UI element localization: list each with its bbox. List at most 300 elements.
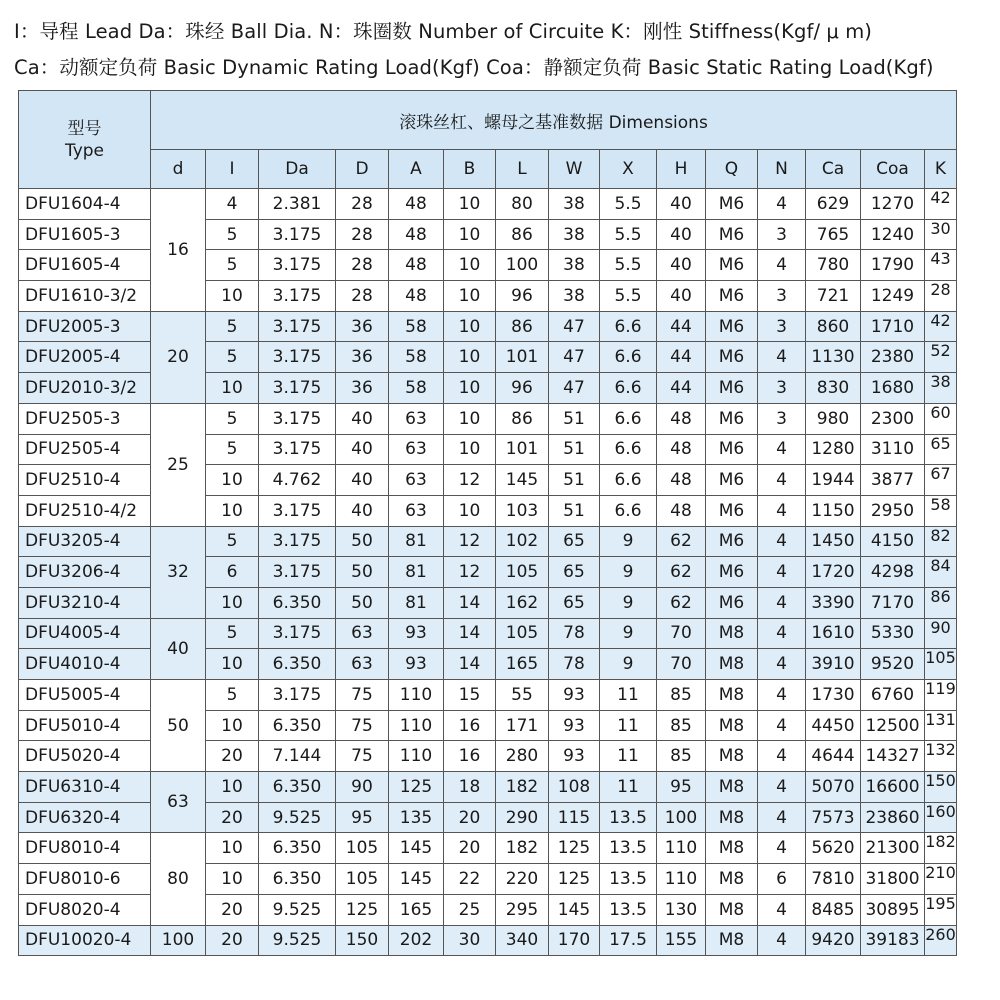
- table-row: [19, 618, 957, 649]
- value-cell: 6: [758, 864, 806, 895]
- value-cell: 3: [758, 281, 806, 312]
- value-cell: 3: [758, 373, 806, 404]
- value-cell: 4: [758, 526, 806, 557]
- value-cell: 4: [758, 557, 806, 588]
- value-cell: M6: [706, 587, 758, 618]
- value-cell: 1790: [861, 250, 925, 281]
- value-cell: 10: [444, 342, 496, 373]
- type-header-cn: 型号: [67, 118, 102, 139]
- model-cell: DFU2510-4: [19, 465, 151, 496]
- value-cell: 48: [657, 434, 706, 465]
- value-cell: 145: [389, 864, 444, 895]
- model-cell: DFU6310-4: [19, 772, 151, 803]
- column-header: K: [925, 150, 957, 189]
- table-row: [19, 526, 957, 557]
- value-cell: 62: [657, 587, 706, 618]
- value-cell: 13.5: [600, 833, 657, 864]
- value-cell: 84: [925, 557, 957, 588]
- value-cell: 4: [758, 680, 806, 711]
- value-cell: 110: [389, 710, 444, 741]
- value-cell: 48: [657, 403, 706, 434]
- value-cell: 12500: [861, 710, 925, 741]
- value-cell: M8: [706, 618, 758, 649]
- value-cell: 65: [549, 557, 600, 588]
- value-cell: 10: [206, 373, 259, 404]
- model-cell: DFU3210-4: [19, 587, 151, 618]
- value-cell: 48: [389, 281, 444, 312]
- value-cell: 36: [336, 311, 389, 342]
- value-cell: 1270: [861, 189, 925, 220]
- value-cell: 38: [549, 250, 600, 281]
- value-cell: 14327: [861, 741, 925, 772]
- value-cell: 2.381: [259, 189, 336, 220]
- value-cell: 40: [657, 281, 706, 312]
- table-row: [19, 925, 957, 956]
- value-cell: 63: [336, 649, 389, 680]
- value-cell: 3: [758, 311, 806, 342]
- value-cell: M8: [706, 894, 758, 925]
- value-cell: 60: [925, 403, 957, 434]
- value-cell: 10: [444, 189, 496, 220]
- value-cell: 103: [496, 495, 549, 526]
- value-cell: 7573: [806, 802, 861, 833]
- value-cell: 3: [758, 219, 806, 250]
- value-cell: 6.6: [600, 373, 657, 404]
- value-cell: 165: [496, 649, 549, 680]
- value-cell: 5: [206, 618, 259, 649]
- value-cell: M6: [706, 189, 758, 220]
- value-cell: 6.6: [600, 434, 657, 465]
- value-cell: 10: [206, 772, 259, 803]
- value-cell: 780: [806, 250, 861, 281]
- value-cell: 4: [758, 772, 806, 803]
- value-cell: 132: [925, 741, 957, 772]
- value-cell: 4: [758, 618, 806, 649]
- value-cell: 70: [657, 649, 706, 680]
- model-cell: DFU1604-4: [19, 189, 151, 220]
- value-cell: 51: [549, 465, 600, 496]
- value-cell: 9420: [806, 925, 861, 956]
- value-cell: 3.175: [259, 495, 336, 526]
- value-cell: 20: [444, 802, 496, 833]
- value-cell: 9: [600, 618, 657, 649]
- value-cell: 48: [389, 250, 444, 281]
- value-cell: 860: [806, 311, 861, 342]
- value-cell: 14: [444, 649, 496, 680]
- value-cell: 1710: [861, 311, 925, 342]
- value-cell: 210: [925, 864, 957, 895]
- value-cell: 3.175: [259, 680, 336, 711]
- value-cell: 23860: [861, 802, 925, 833]
- value-cell: 9.525: [259, 925, 336, 956]
- value-cell: 145: [496, 465, 549, 496]
- model-cell: DFU1605-3: [19, 219, 151, 250]
- model-cell: DFU5010-4: [19, 710, 151, 741]
- value-cell: M8: [706, 772, 758, 803]
- value-cell: 2950: [861, 495, 925, 526]
- value-cell: M6: [706, 403, 758, 434]
- value-cell: 165: [389, 894, 444, 925]
- value-cell: 63: [389, 495, 444, 526]
- model-cell: DFU3205-4: [19, 526, 151, 557]
- value-cell: 5: [206, 680, 259, 711]
- value-cell: 30895: [861, 894, 925, 925]
- value-cell: 70: [657, 618, 706, 649]
- value-cell: 12: [444, 557, 496, 588]
- value-cell: 36: [336, 342, 389, 373]
- value-cell: 13.5: [600, 802, 657, 833]
- value-cell: 18: [444, 772, 496, 803]
- value-cell: 3390: [806, 587, 861, 618]
- value-cell: 85: [657, 741, 706, 772]
- value-cell: 4644: [806, 741, 861, 772]
- value-cell: 4: [206, 189, 259, 220]
- value-cell: 108: [549, 772, 600, 803]
- model-cell: DFU1610-3/2: [19, 281, 151, 312]
- value-cell: 3.175: [259, 250, 336, 281]
- column-header: Coa: [861, 150, 925, 189]
- value-cell: 80: [496, 189, 549, 220]
- value-cell: 1720: [806, 557, 861, 588]
- model-cell: DFU10020-4: [19, 925, 151, 956]
- value-cell: 5: [206, 219, 259, 250]
- value-cell: 63: [389, 465, 444, 496]
- value-cell: 131: [925, 710, 957, 741]
- value-cell: 100: [496, 250, 549, 281]
- value-cell: 40: [336, 403, 389, 434]
- value-cell: 48: [657, 465, 706, 496]
- value-cell: 4: [758, 833, 806, 864]
- table-row: [19, 833, 957, 864]
- column-header: d: [151, 150, 206, 189]
- value-cell: 3.175: [259, 373, 336, 404]
- value-cell: 3910: [806, 649, 861, 680]
- value-cell: 3.175: [259, 434, 336, 465]
- dimensions-group-header: 滚珠丝杠、螺母之基准数据 Dimensions: [151, 91, 957, 150]
- shaft-diameter-cell: 63: [151, 772, 206, 833]
- value-cell: 2300: [861, 403, 925, 434]
- value-cell: 4: [758, 587, 806, 618]
- value-cell: 40: [336, 465, 389, 496]
- value-cell: 42: [925, 311, 957, 342]
- value-cell: 8485: [806, 894, 861, 925]
- value-cell: 15: [444, 680, 496, 711]
- value-cell: 28: [336, 189, 389, 220]
- value-cell: 39183: [861, 925, 925, 956]
- value-cell: 51: [549, 403, 600, 434]
- value-cell: 85: [657, 680, 706, 711]
- value-cell: M8: [706, 741, 758, 772]
- value-cell: 6.350: [259, 649, 336, 680]
- value-cell: 150: [925, 772, 957, 803]
- value-cell: 47: [549, 311, 600, 342]
- column-header: Ca: [806, 150, 861, 189]
- value-cell: 105: [336, 864, 389, 895]
- value-cell: 5: [206, 403, 259, 434]
- value-cell: 4: [758, 434, 806, 465]
- value-cell: 36: [336, 373, 389, 404]
- value-cell: M6: [706, 250, 758, 281]
- value-cell: 3.175: [259, 526, 336, 557]
- value-cell: 5.5: [600, 219, 657, 250]
- value-cell: 86: [496, 311, 549, 342]
- value-cell: 202: [389, 925, 444, 956]
- value-cell: 12: [444, 465, 496, 496]
- value-cell: 10: [444, 495, 496, 526]
- value-cell: M8: [706, 925, 758, 956]
- column-header: N: [758, 150, 806, 189]
- value-cell: M8: [706, 710, 758, 741]
- value-cell: 4.762: [259, 465, 336, 496]
- value-cell: 5620: [806, 833, 861, 864]
- value-cell: 5: [206, 250, 259, 281]
- value-cell: 5: [206, 342, 259, 373]
- column-header: A: [389, 150, 444, 189]
- value-cell: 6.6: [600, 311, 657, 342]
- value-cell: 1240: [861, 219, 925, 250]
- value-cell: 4: [758, 649, 806, 680]
- value-cell: M6: [706, 219, 758, 250]
- value-cell: 86: [496, 219, 549, 250]
- value-cell: 171: [496, 710, 549, 741]
- value-cell: 9: [600, 649, 657, 680]
- value-cell: 16: [444, 741, 496, 772]
- model-cell: DFU8010-6: [19, 864, 151, 895]
- value-cell: 11: [600, 680, 657, 711]
- value-cell: 28: [336, 250, 389, 281]
- value-cell: 58: [389, 373, 444, 404]
- value-cell: 145: [389, 833, 444, 864]
- value-cell: M8: [706, 833, 758, 864]
- value-cell: 1730: [806, 680, 861, 711]
- shaft-diameter-cell: 40: [151, 618, 206, 679]
- value-cell: 51: [549, 495, 600, 526]
- value-cell: 3.175: [259, 281, 336, 312]
- value-cell: 96: [496, 373, 549, 404]
- value-cell: 1249: [861, 281, 925, 312]
- value-cell: 3.175: [259, 342, 336, 373]
- value-cell: 145: [549, 894, 600, 925]
- value-cell: 40: [657, 219, 706, 250]
- value-cell: 51: [549, 434, 600, 465]
- value-cell: 105: [925, 649, 957, 680]
- value-cell: 93: [549, 741, 600, 772]
- value-cell: 58: [389, 311, 444, 342]
- model-cell: DFU8010-4: [19, 833, 151, 864]
- value-cell: 5: [206, 311, 259, 342]
- shaft-diameter-cell: 16: [151, 189, 206, 312]
- value-cell: 6.350: [259, 587, 336, 618]
- table-row: [19, 403, 957, 434]
- value-cell: 20: [206, 925, 259, 956]
- value-cell: 3.175: [259, 311, 336, 342]
- value-cell: 125: [549, 833, 600, 864]
- value-cell: 6.6: [600, 495, 657, 526]
- value-cell: 1944: [806, 465, 861, 496]
- value-cell: 105: [496, 557, 549, 588]
- value-cell: 765: [806, 219, 861, 250]
- value-cell: 93: [549, 710, 600, 741]
- value-cell: 6760: [861, 680, 925, 711]
- value-cell: 4: [758, 894, 806, 925]
- value-cell: 4: [758, 342, 806, 373]
- value-cell: 125: [389, 772, 444, 803]
- model-cell: DFU3206-4: [19, 557, 151, 588]
- value-cell: 7.144: [259, 741, 336, 772]
- value-cell: 101: [496, 434, 549, 465]
- value-cell: 980: [806, 403, 861, 434]
- value-cell: 4150: [861, 526, 925, 557]
- value-cell: 75: [336, 741, 389, 772]
- value-cell: M6: [706, 311, 758, 342]
- value-cell: M6: [706, 434, 758, 465]
- column-header: D: [336, 150, 389, 189]
- value-cell: 5: [206, 526, 259, 557]
- value-cell: 6.350: [259, 772, 336, 803]
- type-header-en: Type: [64, 140, 105, 161]
- shaft-diameter-cell: 32: [151, 526, 206, 618]
- shaft-diameter-cell: 100: [151, 925, 206, 956]
- value-cell: 4: [758, 710, 806, 741]
- column-header: L: [496, 150, 549, 189]
- value-cell: 182: [496, 772, 549, 803]
- legend-line-2: Ca：动额定负荷 Basic Dynamic Rating Load(Kgf) Coa：静额定负荷 Basic Static Rating Load(Kgf): [14, 56, 934, 79]
- value-cell: 67: [925, 465, 957, 496]
- value-cell: 5.5: [600, 281, 657, 312]
- model-cell: DFU2505-4: [19, 434, 151, 465]
- value-cell: 20: [206, 802, 259, 833]
- value-cell: 5070: [806, 772, 861, 803]
- value-cell: 290: [496, 802, 549, 833]
- model-cell: DFU2505-3: [19, 403, 151, 434]
- value-cell: 1150: [806, 495, 861, 526]
- model-cell: DFU5005-4: [19, 680, 151, 711]
- value-cell: 63: [389, 434, 444, 465]
- value-cell: 38: [549, 219, 600, 250]
- value-cell: 95: [336, 802, 389, 833]
- value-cell: 4450: [806, 710, 861, 741]
- value-cell: 25: [444, 894, 496, 925]
- column-header: B: [444, 150, 496, 189]
- value-cell: 280: [496, 741, 549, 772]
- value-cell: 30: [444, 925, 496, 956]
- value-cell: 28: [336, 281, 389, 312]
- value-cell: 20: [206, 894, 259, 925]
- value-cell: 85: [657, 710, 706, 741]
- value-cell: 170: [549, 925, 600, 956]
- value-cell: 4: [758, 925, 806, 956]
- value-cell: 63: [336, 618, 389, 649]
- value-cell: 3.175: [259, 219, 336, 250]
- value-cell: 63: [389, 403, 444, 434]
- value-cell: 48: [657, 495, 706, 526]
- value-cell: 81: [389, 526, 444, 557]
- column-header: I: [206, 150, 259, 189]
- value-cell: 44: [657, 311, 706, 342]
- value-cell: 102: [496, 526, 549, 557]
- value-cell: 3110: [861, 434, 925, 465]
- value-cell: 6.350: [259, 710, 336, 741]
- value-cell: 4: [758, 802, 806, 833]
- value-cell: M6: [706, 373, 758, 404]
- value-cell: 11: [600, 710, 657, 741]
- value-cell: 100: [657, 802, 706, 833]
- table-row: [19, 772, 957, 803]
- value-cell: M6: [706, 465, 758, 496]
- value-cell: 86: [496, 403, 549, 434]
- model-cell: DFU4010-4: [19, 649, 151, 680]
- value-cell: 20: [444, 833, 496, 864]
- value-cell: 58: [389, 342, 444, 373]
- value-cell: 1130: [806, 342, 861, 373]
- value-cell: 12: [444, 526, 496, 557]
- column-header: Q: [706, 150, 758, 189]
- value-cell: 75: [336, 710, 389, 741]
- shaft-diameter-cell: 25: [151, 403, 206, 526]
- value-cell: 4298: [861, 557, 925, 588]
- value-cell: 90: [925, 618, 957, 649]
- value-cell: 10: [206, 281, 259, 312]
- value-cell: 48: [389, 189, 444, 220]
- value-cell: 105: [496, 618, 549, 649]
- model-cell: DFU2005-4: [19, 342, 151, 373]
- value-cell: 195: [925, 894, 957, 925]
- value-cell: 10: [206, 649, 259, 680]
- value-cell: 4: [758, 250, 806, 281]
- legend-line-1: I：导程 Lead Da：珠经 Ball Dia. N：珠圈数 Number of Circuite K：刚性 Stiffness(Kgf/ μ m): [14, 20, 873, 43]
- value-cell: 1610: [806, 618, 861, 649]
- value-cell: 44: [657, 373, 706, 404]
- value-cell: 130: [657, 894, 706, 925]
- value-cell: 10: [444, 373, 496, 404]
- value-cell: 9: [600, 557, 657, 588]
- value-cell: M6: [706, 495, 758, 526]
- value-cell: 43: [925, 250, 957, 281]
- value-cell: 105: [336, 833, 389, 864]
- value-cell: 47: [549, 373, 600, 404]
- value-cell: 10: [444, 219, 496, 250]
- value-cell: 40: [657, 189, 706, 220]
- value-cell: 7810: [806, 864, 861, 895]
- value-cell: 4: [758, 465, 806, 496]
- value-cell: 6.6: [600, 465, 657, 496]
- value-cell: 125: [549, 864, 600, 895]
- value-cell: 65: [549, 587, 600, 618]
- value-cell: M8: [706, 649, 758, 680]
- value-cell: 260: [925, 925, 957, 956]
- value-cell: 55: [496, 680, 549, 711]
- value-cell: 10: [444, 311, 496, 342]
- value-cell: 4: [758, 741, 806, 772]
- value-cell: 40: [336, 434, 389, 465]
- value-cell: 721: [806, 281, 861, 312]
- value-cell: 6.6: [600, 403, 657, 434]
- value-cell: 155: [657, 925, 706, 956]
- value-cell: M6: [706, 526, 758, 557]
- value-cell: 11: [600, 772, 657, 803]
- value-cell: 93: [389, 649, 444, 680]
- value-cell: 40: [657, 250, 706, 281]
- value-cell: 3.175: [259, 403, 336, 434]
- shaft-diameter-cell: 20: [151, 311, 206, 403]
- value-cell: 182: [496, 833, 549, 864]
- value-cell: 295: [496, 894, 549, 925]
- value-cell: 135: [389, 802, 444, 833]
- model-cell: DFU6320-4: [19, 802, 151, 833]
- value-cell: 28: [336, 219, 389, 250]
- value-cell: 78: [549, 649, 600, 680]
- value-cell: 7170: [861, 587, 925, 618]
